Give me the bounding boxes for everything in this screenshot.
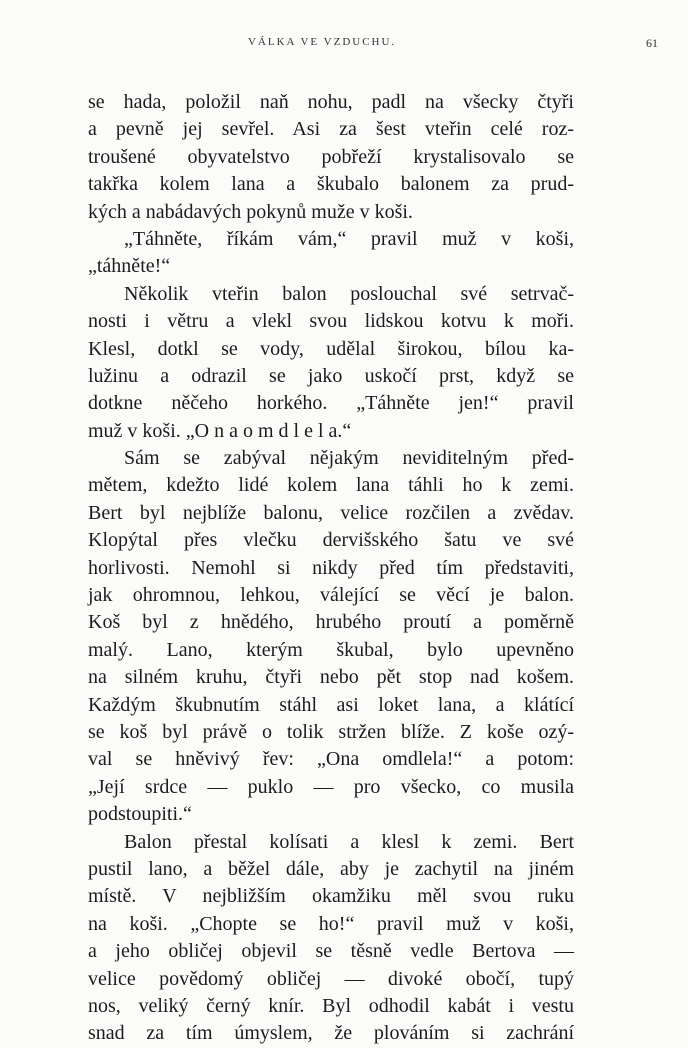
text-line: nosti i větru a vlekl svou lidskou kotvu k moři. [88, 310, 574, 333]
text-line: Sám se zabýval nějakým neviditelným před- [124, 447, 574, 470]
text-line: kých a nabádavých pokynů muže v koši. [88, 200, 413, 223]
text-line: a pevně jej sevřel. Asi za šest vteřin celé roz- [88, 118, 574, 141]
running-title: VÁLKA VE VZDUCHU. [248, 36, 397, 48]
text-line: se koš byl právě o tolik stržen blíže. Z koše ozý- [88, 720, 574, 743]
text-line: malý. Lano, kterým škubal, bylo upevněno [88, 638, 574, 661]
text-line: Balon přestal kolísati a klesl k zemi. Bert [124, 830, 574, 853]
text-line: takřka kolem lana a škubalo balonem za prud- [88, 173, 574, 196]
text-line: se hada, položil naň nohu, padl na všecky čtyři [88, 91, 574, 113]
text-line: Koš byl z hnědého, hrubého proutí a poměrně [88, 611, 574, 634]
text-line: troušené obyvatelstvo pobřeží krystalisovalo se [88, 145, 574, 168]
text-line: Klopýtal přes vlečku dervišského šatu ve své [88, 529, 574, 552]
text-line: Každým škubnutím stáhl asi loket lana, a klátící [88, 693, 574, 716]
text-line: Bert byl nejblíže balonu, velice rozčilen a zvědav. [88, 501, 574, 524]
text-line: Klesl, dotkl se vody, udělal širokou, bílou ka- [88, 337, 574, 360]
page-header [0, 36, 688, 56]
text-line: val se hněvivý řev: „Ona omdlela!“ a potom: [88, 748, 574, 771]
text-line: mětem, kdežto lidé kolem lana táhli ho k zemi. [88, 474, 574, 497]
text-line: „Její srdce — puklo — pro všecko, co musila [88, 775, 574, 798]
text-line: pustil lano, a běžel dále, aby je zachytil na jiném [88, 857, 574, 880]
text-line: horlivosti. Nemohl si nikdy před tím představiti, [88, 556, 574, 579]
text-line: velice povědomý obličej — divoké obočí, tupý [88, 967, 574, 990]
page-number: 61 [646, 36, 658, 50]
text-line: na koši. „Chopte se ho!“ pravil muž v koši, [88, 912, 574, 935]
text-line: jak ohromnou, lehkou, válející se věcí je balon. [88, 584, 574, 607]
text-line: Několik vteřin balon poslouchal své setrvač- [124, 282, 574, 305]
text-line: místě. V nejbližším okamžiku měl svou ruku [88, 885, 574, 908]
text-line: podstoupiti.“ [88, 803, 192, 826]
text-line: na silném kruhu, čtyři nebo pět stop nad košem. [88, 666, 574, 689]
text-line: snad za tím úmyslem, že plováním si zachrání [88, 1022, 574, 1045]
text-line: „Táhněte, říkám vám,“ pravil muž v koši, [124, 227, 574, 250]
text-line: a jeho obličej objevil se těsně vedle Bertova — [88, 940, 574, 963]
body-text [88, 89, 574, 1048]
text-line: „táhněte!“ [88, 255, 171, 278]
text-line: lužinu a odrazil se jako uskočí prst, když se [88, 364, 574, 387]
text-line: muž v koši. „O n a o m d l e l a.“ [88, 419, 352, 442]
text-line: nos, veliký černý knír. Byl odhodil kabát i vestu [88, 994, 574, 1017]
text-line: dotkne něčeho horkého. „Táhněte jen!“ pravil [88, 392, 574, 415]
